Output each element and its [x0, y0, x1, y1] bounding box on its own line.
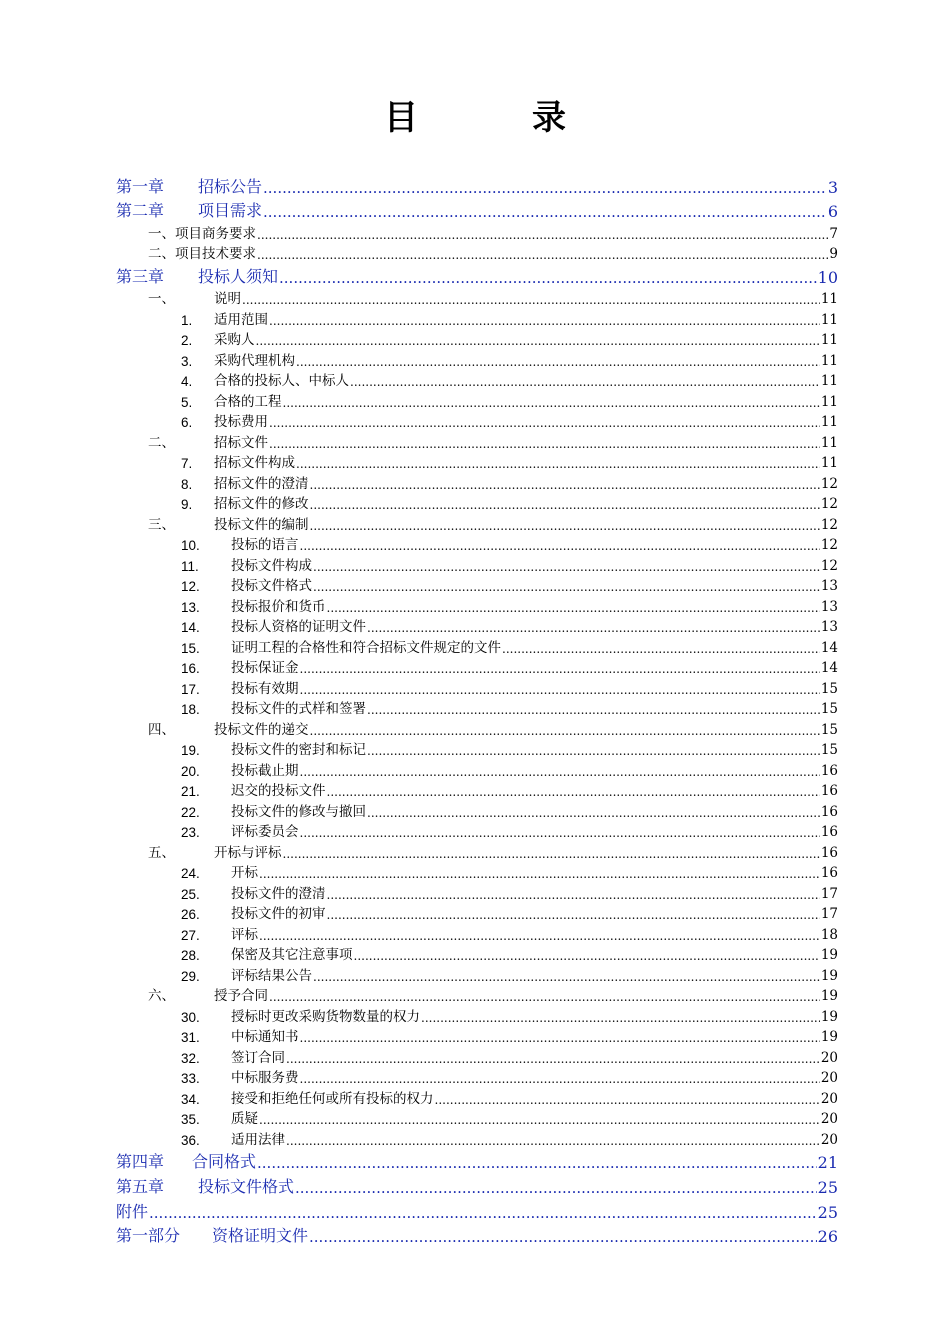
toc-entry-number: 2. — [181, 333, 193, 349]
toc-entry[interactable] — [116, 389, 838, 410]
toc-entry-label: 投标文件的澄清 — [231, 885, 326, 902]
toc-entry-number: 26. — [181, 907, 200, 923]
toc-entry-page: 14 — [820, 639, 838, 656]
toc-entry[interactable] — [116, 328, 838, 349]
toc-entry-label: 中标服务费 — [231, 1070, 299, 1087]
toc-entry-label: 质疑 — [231, 1111, 258, 1128]
toc-entry[interactable] — [116, 574, 838, 595]
toc-entry-number: 23. — [181, 825, 200, 841]
toc-entry-number: 第一章 — [116, 176, 165, 196]
toc-entry-page: 11 — [820, 455, 838, 472]
toc-entry-page: 15 — [820, 742, 838, 759]
toc-entry-label: 适用法律 — [231, 1131, 285, 1148]
toc-entry-page: 10 — [817, 267, 838, 287]
toc-entry[interactable] — [116, 840, 838, 861]
toc-entry-number: 三、 — [148, 516, 175, 533]
toc-entry-page: 20 — [820, 1111, 838, 1128]
toc-entry-page: 16 — [820, 844, 838, 861]
toc-entry-page: 11 — [820, 311, 838, 328]
toc-entry-page: 16 — [820, 783, 838, 800]
toc-entry-label: 投标报价和货币 — [231, 598, 326, 615]
toc-entry[interactable] — [116, 984, 838, 1005]
toc-entry[interactable] — [116, 779, 838, 800]
toc-entry[interactable] — [116, 615, 838, 636]
toc-entry[interactable] — [116, 369, 838, 390]
toc-entry[interactable] — [116, 738, 838, 759]
toc-entry-label: 投标人须知 — [198, 266, 279, 286]
toc-dot-leader — [257, 228, 828, 242]
toc-entry[interactable] — [116, 512, 838, 533]
toc-entry-page: 6 — [827, 202, 838, 222]
toc-dot-leader — [296, 457, 820, 471]
toc-dot-leader — [259, 867, 820, 881]
toc-entry-page: 11 — [820, 291, 838, 308]
toc-dot-leader — [327, 888, 820, 902]
toc-dot-leader — [313, 970, 820, 984]
toc-entry-number: 5. — [181, 394, 193, 410]
toc-entry[interactable] — [116, 820, 838, 841]
toc-entry-number: 32. — [181, 1050, 200, 1066]
toc-entry-label: 投标截止期 — [231, 762, 299, 779]
toc-entry[interactable] — [116, 963, 838, 984]
toc-dot-leader — [259, 929, 820, 943]
toc-dot-leader — [310, 519, 820, 533]
toc-dot-leader — [300, 1031, 820, 1045]
toc-entry-page: 13 — [820, 619, 838, 636]
toc-entry[interactable] — [116, 1127, 838, 1148]
toc-entry-number: 13. — [181, 599, 200, 615]
toc-entry[interactable] — [116, 656, 838, 677]
toc-entry-page: 9 — [829, 246, 838, 263]
toc-entry-label: 开标与评标 — [214, 844, 282, 861]
toc-entry-label: 迟交的投标文件 — [231, 783, 326, 800]
toc-entry-number: 36. — [181, 1132, 200, 1148]
toc-entry-label: 投标人资格的证明文件 — [231, 619, 366, 636]
toc-entry-label: 合格的投标人、中标人 — [214, 373, 349, 390]
toc-dot-leader — [367, 621, 820, 635]
toc-entry-page: 19 — [820, 988, 838, 1005]
toc-entry-label: 一、项目商务要求 — [148, 225, 256, 242]
toc-entry-number: 20. — [181, 763, 200, 779]
toc-entry-label: 合格的工程 — [214, 393, 282, 410]
toc-entry-label: 投标文件格式 — [198, 1176, 295, 1196]
toc-entry-number: 第二章 — [116, 201, 165, 221]
toc-entry-number: 一、 — [148, 291, 175, 308]
toc-dot-leader — [296, 355, 820, 369]
toc-entry-number: 9. — [181, 497, 193, 513]
toc-entry-page: 11 — [820, 393, 838, 410]
toc-entry-page: 15 — [820, 701, 838, 718]
toc-entry-page: 17 — [820, 885, 838, 902]
toc-dot-leader — [310, 724, 820, 738]
toc-entry[interactable] — [116, 1107, 838, 1128]
toc-entry-number: 22. — [181, 804, 200, 820]
toc-entry-number: 第三章 — [116, 266, 165, 286]
toc-entry-page: 11 — [820, 434, 838, 451]
toc-entry-number: 第一部分 — [116, 1226, 181, 1246]
toc-entry[interactable] — [116, 1004, 838, 1025]
toc-entry-label: 接受和拒绝任何或所有投标的权力 — [231, 1090, 434, 1107]
toc-entry-number: 六、 — [148, 988, 175, 1005]
toc-entry-page: 3 — [827, 177, 838, 197]
toc-entry-label: 适用范围 — [214, 311, 268, 328]
toc-entry-number: 35. — [181, 1112, 200, 1128]
toc-dot-leader — [354, 949, 820, 963]
toc-dot-leader — [309, 1228, 817, 1246]
toc-dot-leader — [327, 908, 820, 922]
toc-entry-label: 投标文件的递交 — [214, 721, 309, 738]
toc-entry-label: 合同格式 — [192, 1152, 257, 1172]
toc-dot-leader — [300, 539, 820, 553]
toc-entry[interactable] — [116, 1066, 838, 1087]
toc-dot-leader — [283, 847, 820, 861]
toc-entry[interactable] — [116, 1148, 838, 1173]
toc-entry-label: 说明 — [214, 291, 241, 308]
toc-dot-leader — [327, 785, 820, 799]
toc-dot-leader — [279, 269, 817, 287]
toc-entry-number: 8. — [181, 476, 193, 492]
toc-entry-number: 第五章 — [116, 1176, 165, 1196]
toc-dot-leader — [300, 765, 820, 779]
toc-entry-page: 12 — [820, 557, 838, 574]
toc-entry-label: 投标费用 — [214, 414, 268, 431]
toc-entry[interactable] — [116, 758, 838, 779]
toc-entry[interactable] — [116, 1222, 838, 1247]
toc-entry-number: 17. — [181, 681, 200, 697]
toc-entry-number: 4. — [181, 374, 193, 390]
toc-dot-leader — [350, 375, 820, 389]
toc-entry-label: 投标文件的初审 — [231, 906, 326, 923]
toc-entry[interactable] — [116, 676, 838, 697]
toc-entry-page: 15 — [820, 721, 838, 738]
toc-entry-page: 7 — [829, 225, 838, 242]
toc-entry[interactable] — [116, 922, 838, 943]
toc-dot-leader — [259, 1113, 820, 1127]
toc-entry-label: 采购人 — [214, 332, 255, 349]
toc-entry-number: 25. — [181, 886, 200, 902]
toc-entry-label: 授标时更改采购货物数量的权力 — [231, 1008, 420, 1025]
toc-entry-number: 7. — [181, 456, 193, 472]
toc-entry-page: 25 — [817, 1177, 838, 1197]
toc-dot-leader — [367, 806, 820, 820]
toc-dot-leader — [269, 437, 820, 451]
toc-entry-page: 12 — [820, 475, 838, 492]
toc-entry[interactable] — [116, 553, 838, 574]
toc-dot-leader — [367, 703, 820, 717]
toc-entry[interactable] — [116, 172, 838, 197]
toc-entry[interactable] — [116, 533, 838, 554]
toc-entry-page: 15 — [820, 680, 838, 697]
toc-entry-label: 采购代理机构 — [214, 352, 295, 369]
toc-entry-label: 投标文件格式 — [231, 578, 312, 595]
toc-entry-number: 6. — [181, 415, 193, 431]
toc-entry-page: 11 — [820, 373, 838, 390]
toc-entry[interactable] — [116, 717, 838, 738]
toc-entry-number: 二、 — [148, 434, 175, 451]
toc-entry-number: 11. — [181, 558, 199, 574]
toc-entry-label: 招标文件的修改 — [214, 496, 309, 513]
toc-entry-page: 11 — [820, 352, 838, 369]
toc-entry[interactable] — [116, 348, 838, 369]
toc-entry-page: 26 — [817, 1227, 838, 1247]
toc-dot-leader — [327, 601, 820, 615]
toc-entry-label: 投标的语言 — [231, 537, 299, 554]
toc-entry-label: 投标文件的式样和签署 — [231, 701, 366, 718]
toc-entry-number: 19. — [181, 743, 200, 759]
toc-entry[interactable] — [116, 410, 838, 431]
toc-dot-leader — [269, 314, 820, 328]
toc-dot-leader — [263, 203, 827, 221]
toc-entry-page: 16 — [820, 803, 838, 820]
toc-dot-leader — [300, 1072, 820, 1086]
toc-entry-label: 项目需求 — [198, 201, 263, 221]
toc-dot-leader — [283, 396, 820, 410]
toc-entry[interactable] — [116, 430, 838, 451]
toc-entry[interactable] — [116, 221, 838, 242]
toc-entry-label: 投标保证金 — [231, 660, 299, 677]
toc-entry-page: 13 — [820, 598, 838, 615]
toc-dot-leader — [149, 1204, 817, 1222]
toc-dot-leader — [286, 1134, 820, 1148]
toc-entry-page: 20 — [820, 1070, 838, 1087]
toc-entry-label: 评标委员会 — [231, 824, 299, 841]
toc-entry-number: 16. — [181, 661, 200, 677]
toc-entry-page: 19 — [820, 947, 838, 964]
toc-entry-label: 二、项目技术要求 — [148, 246, 256, 263]
toc-entry-number: 30. — [181, 1009, 200, 1025]
toc-entry[interactable] — [116, 902, 838, 923]
toc-entry[interactable] — [116, 1197, 838, 1222]
toc-entry-number: 12. — [181, 579, 200, 595]
toc-dot-leader — [257, 1154, 817, 1172]
toc-entry-label: 招标文件 — [214, 434, 268, 451]
toc-dot-leader — [310, 498, 820, 512]
toc-entry-label: 招标文件的澄清 — [214, 475, 309, 492]
toc-entry[interactable] — [116, 242, 838, 263]
toc-dot-leader — [269, 416, 820, 430]
toc-dot-leader — [242, 293, 820, 307]
toc-entry-label: 招标文件构成 — [214, 455, 295, 472]
toc-entry-number: 24. — [181, 866, 200, 882]
toc-entry-page: 17 — [820, 906, 838, 923]
toc-entry[interactable] — [116, 471, 838, 492]
toc-entry-page: 25 — [817, 1202, 838, 1222]
toc-entry[interactable] — [116, 492, 838, 513]
toc-dot-leader — [295, 1179, 817, 1197]
toc-entry-label: 证明工程的合格性和符合招标文件规定的文件 — [231, 639, 501, 656]
toc-entry[interactable] — [116, 197, 838, 222]
toc-entry[interactable] — [116, 262, 838, 287]
toc-entry-number: 34. — [181, 1091, 200, 1107]
toc-entry-page: 20 — [820, 1049, 838, 1066]
toc-entry[interactable] — [116, 881, 838, 902]
toc-entry[interactable] — [116, 635, 838, 656]
toc-dot-leader — [310, 478, 820, 492]
toc-entry[interactable] — [116, 594, 838, 615]
toc-entry-number: 14. — [181, 620, 200, 636]
toc-dot-leader — [269, 990, 820, 1004]
toc-entry-number: 28. — [181, 948, 200, 964]
toc-entry-number: 10. — [181, 538, 200, 554]
toc-entry-page: 19 — [820, 1029, 838, 1046]
toc-entry-label: 招标公告 — [198, 176, 263, 196]
toc-entry-label: 中标通知书 — [231, 1029, 299, 1046]
toc-dot-leader — [300, 662, 820, 676]
toc-entry-number: 31. — [181, 1030, 200, 1046]
toc-dot-leader — [257, 248, 828, 262]
toc-entry-number: 33. — [181, 1071, 200, 1087]
toc-entry-page: 12 — [820, 516, 838, 533]
toc-dot-leader — [435, 1093, 820, 1107]
toc-entry[interactable] — [116, 799, 838, 820]
toc-entry-page: 21 — [817, 1153, 838, 1173]
toc-entry[interactable] — [116, 287, 838, 308]
toc-entry-page: 19 — [820, 967, 838, 984]
toc-entry[interactable] — [116, 1025, 838, 1046]
toc-title: 目 录 — [384, 98, 606, 138]
toc-dot-leader — [502, 642, 820, 656]
toc-entry-number: 四、 — [148, 721, 175, 738]
toc-entry[interactable] — [116, 1172, 838, 1197]
toc-entry-label: 评标结果公告 — [231, 967, 312, 984]
toc-entry-number: 第四章 — [116, 1152, 165, 1172]
toc-dot-leader — [313, 560, 820, 574]
toc-entry[interactable] — [116, 943, 838, 964]
toc-entry-label: 投标文件的密封和标记 — [231, 742, 366, 759]
toc-entry-page: 20 — [820, 1090, 838, 1107]
toc-entry-label: 开标 — [231, 865, 258, 882]
toc-entry-page: 14 — [820, 660, 838, 677]
toc-entry-page: 18 — [820, 926, 838, 943]
toc-entry-label: 投标有效期 — [231, 680, 299, 697]
toc-entry-number: 五、 — [148, 844, 175, 861]
toc-entry-page: 11 — [820, 332, 838, 349]
toc-entry-number: 15. — [181, 640, 200, 656]
toc-entry-number: 18. — [181, 702, 200, 718]
toc-entry-page: 12 — [820, 496, 838, 513]
toc-dot-leader — [286, 1052, 820, 1066]
toc-entry[interactable] — [116, 861, 838, 882]
toc-entry-page: 13 — [820, 578, 838, 595]
toc-entry-label: 签订合同 — [231, 1049, 285, 1066]
toc-entry-label: 授予合同 — [214, 988, 268, 1005]
toc-entry[interactable] — [116, 697, 838, 718]
toc-dot-leader — [256, 334, 820, 348]
toc-dot-leader — [263, 179, 827, 197]
toc-entry-number: 29. — [181, 968, 200, 984]
toc-entry-number: 27. — [181, 927, 200, 943]
toc-dot-leader — [421, 1011, 820, 1025]
toc-entry-label: 评标 — [231, 926, 258, 943]
toc-entry-label: 附件 — [116, 1201, 149, 1221]
toc-entry-page: 20 — [820, 1131, 838, 1148]
toc-entry[interactable] — [116, 451, 838, 472]
toc-entry-label: 投标文件的修改与撤回 — [231, 803, 366, 820]
toc-entry[interactable] — [116, 1086, 838, 1107]
toc-entry-number: 1. — [181, 312, 193, 328]
toc-entry-label: 保密及其它注意事项 — [231, 947, 353, 964]
toc-entry-page: 11 — [820, 414, 838, 431]
toc-entry-page: 16 — [820, 865, 838, 882]
table-of-contents — [116, 172, 838, 1246]
toc-dot-leader — [313, 580, 820, 594]
toc-entry-page: 16 — [820, 824, 838, 841]
toc-entry[interactable] — [116, 1045, 838, 1066]
toc-entry[interactable] — [116, 307, 838, 328]
toc-entry-number: 21. — [181, 784, 200, 800]
toc-dot-leader — [300, 683, 820, 697]
toc-entry-label: 投标文件构成 — [231, 557, 312, 574]
toc-entry-page: 12 — [820, 537, 838, 554]
toc-entry-page: 16 — [820, 762, 838, 779]
toc-entry-number: 3. — [181, 353, 193, 369]
toc-dot-leader — [367, 744, 820, 758]
toc-dot-leader — [300, 826, 820, 840]
toc-entry-label: 投标文件的编制 — [214, 516, 309, 533]
toc-entry-label: 资格证明文件 — [212, 1226, 309, 1246]
toc-entry-page: 19 — [820, 1008, 838, 1025]
